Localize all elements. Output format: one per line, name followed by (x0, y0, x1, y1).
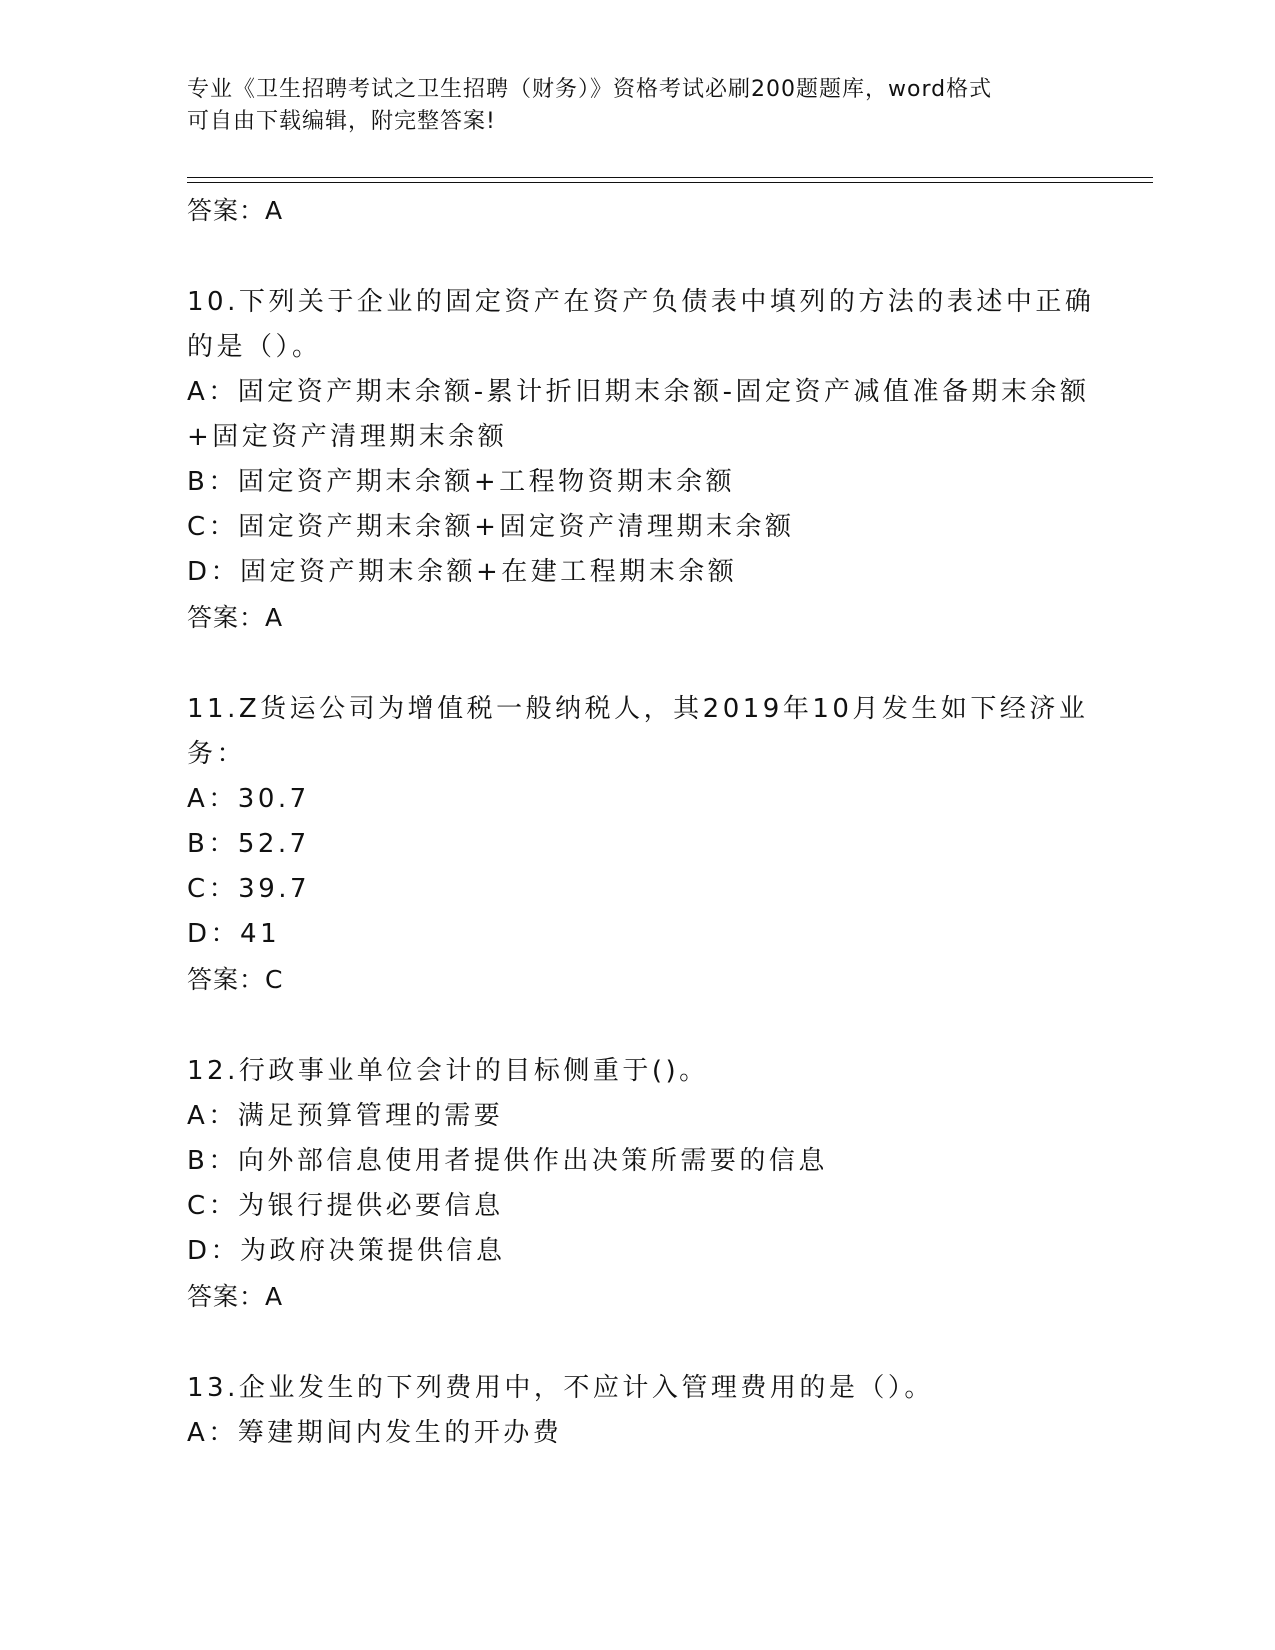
option-line: D：41 (187, 919, 281, 949)
question-stem: 11.Z货运公司为增值税一般纳税人，其2019年10月发生如下经济业 (187, 694, 1089, 724)
option-line: C：39.7 (187, 874, 311, 904)
option-line: A：30.7 (187, 784, 310, 814)
option-line: C：为银行提供必要信息 (187, 1191, 504, 1221)
option-line: B：52.7 (187, 829, 310, 859)
answer-line: 答案：A (187, 196, 284, 225)
option-line: A：固定资产期末余额-累计折旧期末余额-固定资产减值准备期末余额 (187, 377, 1090, 407)
option-line: A：满足预算管理的需要 (187, 1101, 504, 1131)
spacer (187, 640, 1087, 687)
question-block (187, 1049, 1087, 1319)
option-line: +固定资产清理期末余额 (187, 422, 508, 452)
option-line: D：为政府决策提供信息 (187, 1236, 506, 1266)
question-block (187, 1366, 1087, 1456)
question-stem: 务： (187, 739, 247, 769)
question-stem: 12.行政事业单位会计的目标侧重于()。 (187, 1056, 709, 1086)
question-stem: 10.下列关于企业的固定资产在资产负债表中填列的方法的表述中正确 (187, 287, 1095, 317)
document-body (187, 188, 1095, 1456)
question-stem: 13.企业发生的下列费用中，不应计入管理费用的是（）。 (187, 1373, 934, 1403)
option-line: C：固定资产期末余额+固定资产清理期末余额 (187, 512, 795, 542)
question-stem: 的是（）。 (187, 332, 322, 362)
spacer (187, 233, 1087, 280)
answer-line: 答案：C (187, 965, 284, 994)
page-header (187, 74, 1067, 138)
spacer (187, 1002, 1087, 1049)
option-line: B：向外部信息使用者提供作出决策所需要的信息 (187, 1146, 828, 1176)
header-line-2: 可自由下载编辑，附完整答案! (187, 109, 496, 134)
option-line: D：固定资产期末余额+在建工程期末余额 (187, 557, 738, 587)
header-rule-bottom (187, 182, 1153, 183)
option-line: B：固定资产期末余额+工程物资期末余额 (187, 467, 736, 497)
answer-line: 答案：A (187, 1282, 284, 1311)
spacer (187, 1319, 1087, 1366)
header-line-1: 专业《卫生招聘考试之卫生招聘（财务）》资格考试必刷200题题库，word格式 (187, 77, 993, 102)
question-block (187, 280, 1095, 640)
question-block (187, 687, 1087, 1002)
header-rule-top (187, 177, 1153, 178)
option-line: A：筹建期间内发生的开办费 (187, 1418, 563, 1448)
answer-line: 答案：A (187, 603, 284, 632)
